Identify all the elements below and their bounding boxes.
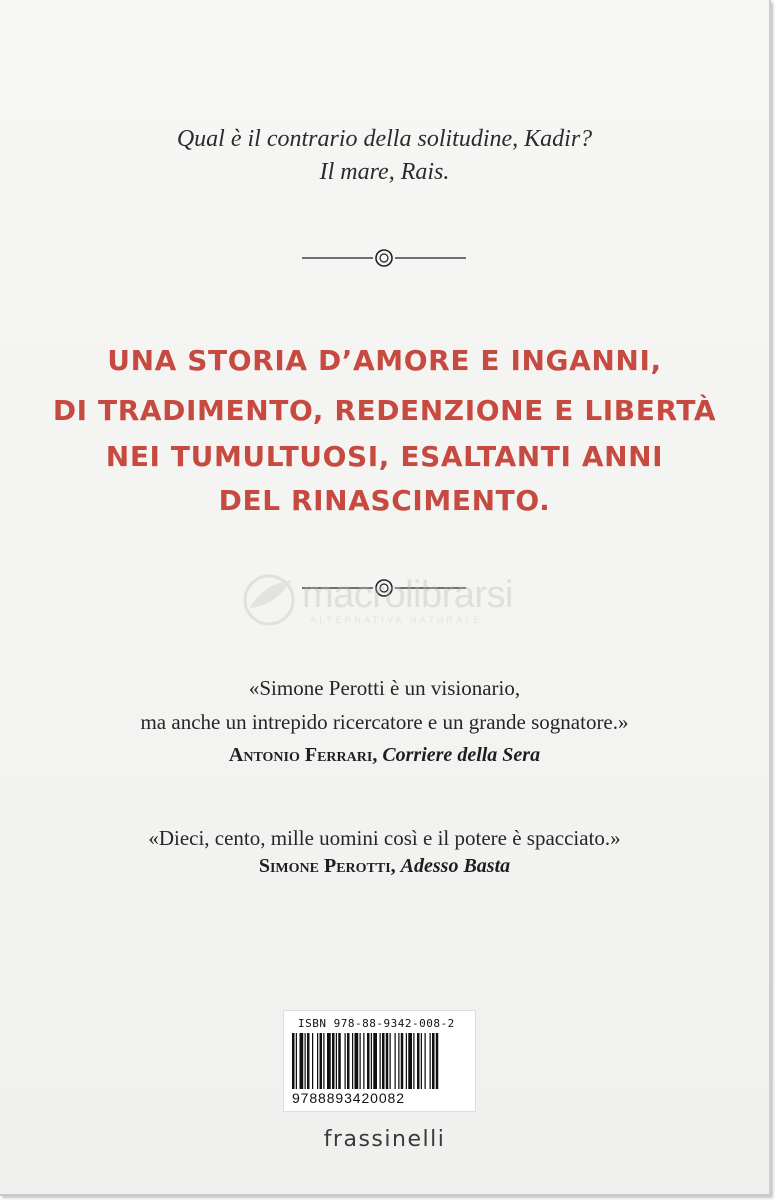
- barcode-bar: [406, 1033, 407, 1089]
- quote-2-author: Simone Perotti: [258, 855, 391, 877]
- barcode-bar: [417, 1033, 420, 1089]
- publisher-logo: frassinelli: [323, 1127, 446, 1152]
- barcode-bar: [432, 1033, 435, 1089]
- ean-digits: 9788893420082: [292, 1090, 405, 1106]
- barcode-bar: [436, 1033, 439, 1089]
- barcode-bar: [421, 1033, 422, 1089]
- barcode-bar: [430, 1033, 431, 1089]
- barcode-bar: [327, 1033, 331, 1089]
- quote-1-attribution: [0, 744, 769, 767]
- ornament-divider-icon: [302, 248, 466, 268]
- barcode-bar: [380, 1033, 381, 1089]
- epigraph-line-1: Qual è il contrario della solitudine, Kadir?: [176, 126, 593, 152]
- barcode-bar: [386, 1033, 389, 1089]
- leaf-circle-logo-icon: [240, 572, 298, 628]
- quote-1-line-1: «Simone Perotti è un visionario,: [248, 676, 521, 700]
- watermark: [240, 572, 540, 628]
- isbn-barcode-box: [283, 1010, 476, 1112]
- barcode-bar: [355, 1033, 359, 1089]
- quote-2-attribution: [0, 855, 769, 878]
- quote-1-source: Corriere della Sera: [382, 744, 541, 766]
- headline-line-4: DEL RINASCIMENTO.: [218, 484, 551, 517]
- barcode-bar: [408, 1033, 412, 1089]
- barcode-bar: [307, 1033, 310, 1089]
- headline-line-3: NEI TUMULTUOSI, ESALTANTI ANNI: [105, 440, 664, 473]
- isbn-label: ISBN 978-88-9342-008-2: [298, 1017, 455, 1030]
- barcode-bar: [373, 1033, 377, 1089]
- watermark-tagline: ALTERNATIVA NATURALE: [310, 615, 483, 625]
- barcode-bar: [300, 1033, 304, 1089]
- barcode-bar: [363, 1033, 364, 1089]
- quote-2-source: Adesso Basta: [400, 855, 511, 877]
- barcode-bar: [352, 1033, 353, 1089]
- quote-1-author: Antonio Ferrari: [228, 744, 373, 766]
- barcode-bar: [338, 1033, 341, 1089]
- barcode-bar: [371, 1033, 372, 1089]
- barcode-bar: [382, 1033, 385, 1089]
- barcode-bar: [323, 1033, 324, 1089]
- barcode-icon: [292, 1033, 467, 1089]
- barcode-bar: [395, 1033, 396, 1089]
- attribution-comma: ,: [372, 744, 383, 766]
- barcode-bar: [367, 1033, 370, 1089]
- barcode-bar: [296, 1033, 297, 1089]
- barcode-bar: [398, 1033, 399, 1089]
- barcode-bar: [317, 1033, 318, 1089]
- quote-2-line-1: «Dieci, cento, mille uomini così e il potere è spacciato.»: [148, 826, 621, 850]
- headline-line-2: DI TRADIMENTO, REDENZIONE E LIBERTÀ: [52, 394, 717, 427]
- quote-1-line-2: ma anche un intrepido ricercatore e un grande sognatore.»: [140, 710, 629, 734]
- barcode-bar: [347, 1033, 350, 1089]
- barcode-bar: [425, 1033, 426, 1089]
- barcode-bar: [390, 1033, 391, 1089]
- barcode-bar: [320, 1033, 323, 1089]
- headline-line-1: UNA STORIA D’AMORE E INGANNI,: [107, 344, 662, 377]
- barcode-bar: [312, 1033, 313, 1089]
- barcode-bar: [336, 1033, 337, 1089]
- epigraph-line-2: Il mare, Rais.: [319, 159, 450, 185]
- barcode-bar: [292, 1033, 295, 1089]
- barcode-bar: [305, 1033, 306, 1089]
- barcode-bar: [345, 1033, 346, 1089]
- barcode-bar: [332, 1033, 335, 1089]
- barcode-bar: [360, 1033, 361, 1089]
- barcode-bar: [401, 1033, 404, 1089]
- barcode-bar: [413, 1033, 414, 1089]
- watermark-brand: macrolibrarsi: [302, 574, 513, 616]
- attribution-comma: ,: [390, 855, 401, 877]
